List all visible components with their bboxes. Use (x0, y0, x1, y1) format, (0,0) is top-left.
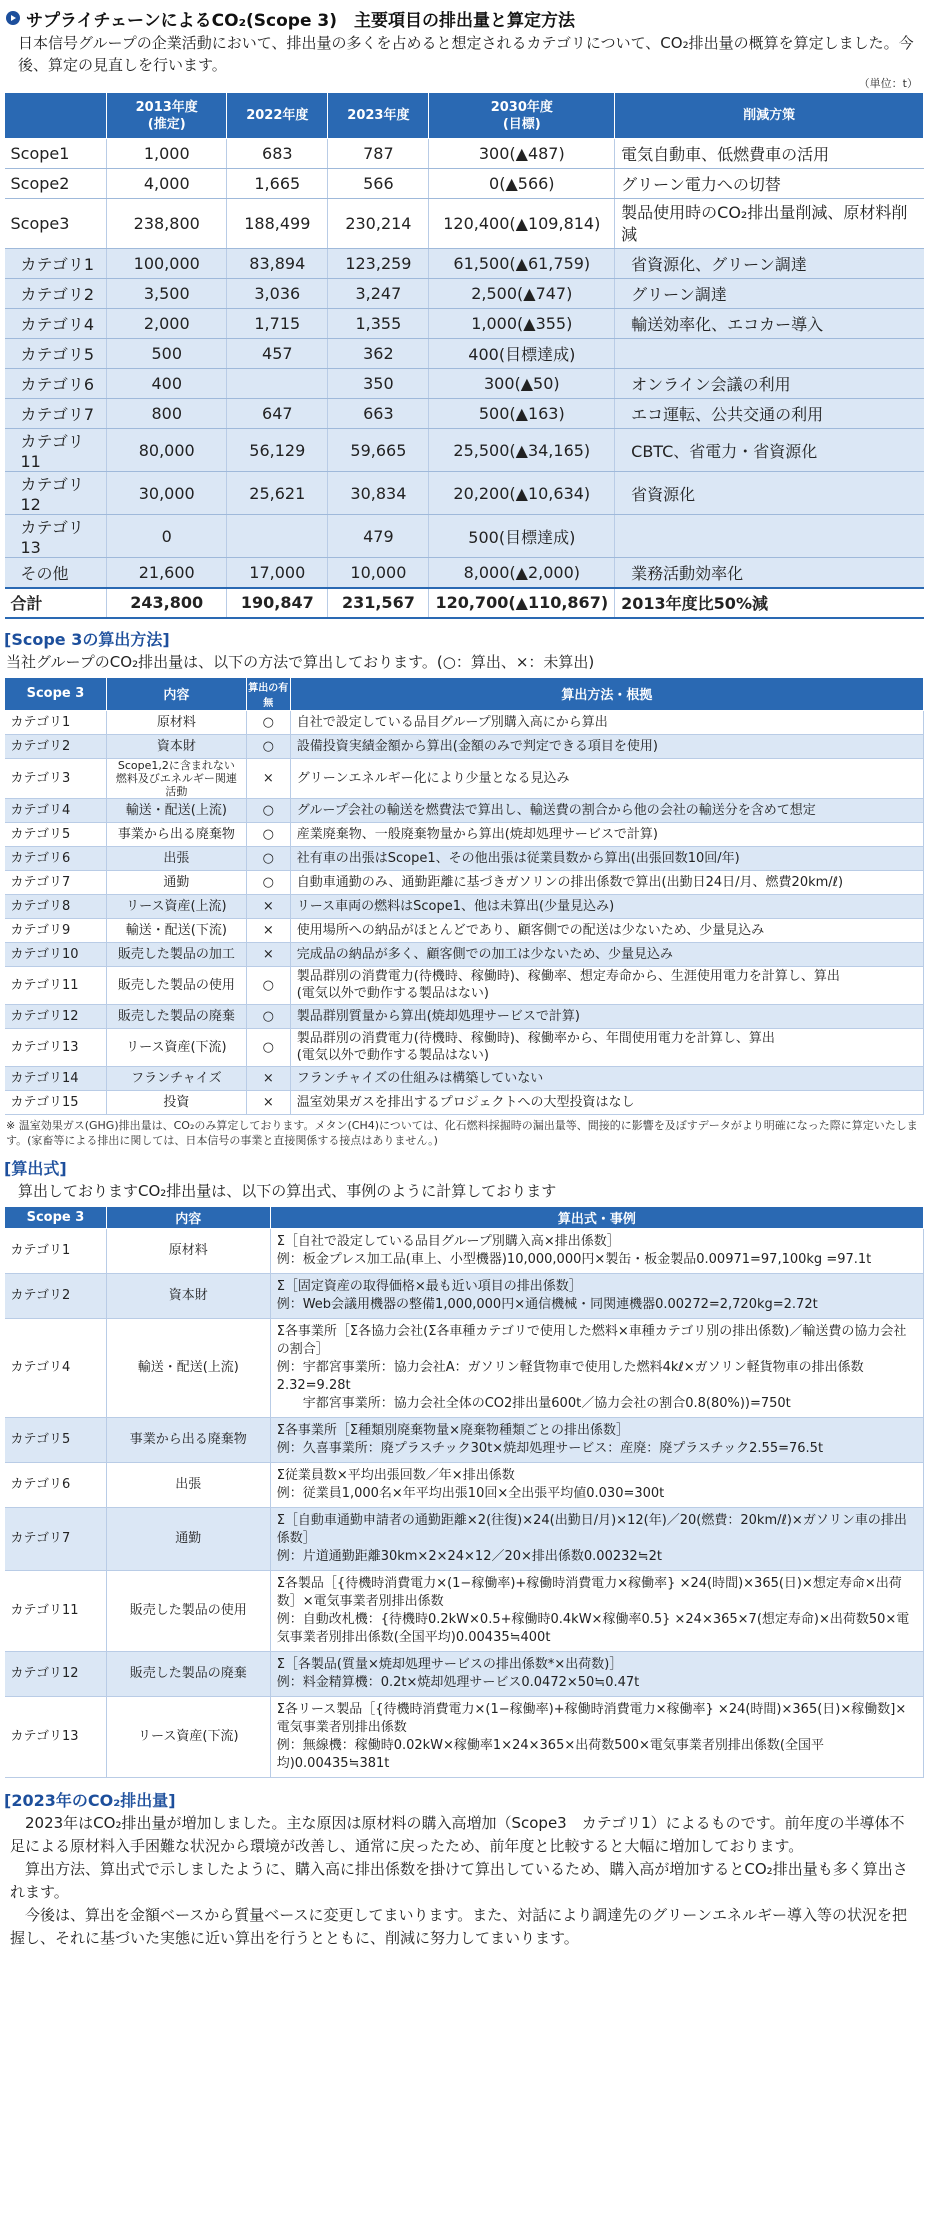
method-row (5, 918, 924, 942)
method-category: カテゴリ7 (5, 870, 107, 894)
emissions-header-cell: 2023年度 (328, 93, 429, 139)
value-2013: 4,000 (107, 169, 227, 199)
method-description: 製品群別質量から算出(焼却処理サービスで計算) (290, 1004, 923, 1028)
emissions-row-label: Scope3 (5, 199, 107, 249)
emissions-row (5, 249, 924, 279)
formula-content: リース資産(下流) (106, 1696, 270, 1777)
method-table-body (5, 710, 924, 1114)
value-2022: 188,499 (227, 199, 328, 249)
formula-content: 出張 (106, 1462, 270, 1507)
method-category: カテゴリ12 (5, 1004, 107, 1028)
value-2022 (227, 369, 328, 399)
value-2023: 231,567 (328, 588, 429, 618)
value-2023: 59,665 (328, 429, 429, 472)
formula-line: 例：Web会議用機器の整備1,000,000円×通信機械・同関連機器0.00272=2,720kg=2.72t (276, 1296, 818, 1312)
method-row (5, 758, 924, 798)
formula-line: Σ従業員数×平均出張回数／年×排出係数 (276, 1467, 515, 1483)
method-category: カテゴリ11 (5, 966, 107, 1004)
emissions-row (5, 558, 924, 588)
formula-line: Σ各リース製品［{待機時消費電力×(1−稼働率)+稼働時消費電力×稼働率} ×24(時間)×365(日)×稼働数]×電気事業者別排出係数 (276, 1701, 907, 1735)
formula-text (270, 1273, 923, 1318)
value-2030-target: 8,000(▲2,000) (429, 558, 615, 588)
value-2023: 479 (328, 515, 429, 558)
emissions-row (5, 399, 924, 429)
method-calc-flag: ○ (246, 870, 290, 894)
method-category: カテゴリ1 (5, 710, 107, 734)
value-2013: 1,000 (107, 139, 227, 169)
method-content: 出張 (106, 846, 246, 870)
method-content: リース資産(上流) (106, 894, 246, 918)
method-content: 販売した製品の使用 (106, 966, 246, 1004)
emissions-table-header (5, 93, 924, 139)
method-heading: [Scope 3の算出方法] (4, 629, 170, 649)
method-row (5, 942, 924, 966)
method-content: 原材料 (106, 710, 246, 734)
formula-category: カテゴリ1 (5, 1228, 107, 1273)
formula-row (5, 1318, 924, 1417)
method-category: カテゴリ9 (5, 918, 107, 942)
formula-category: カテゴリ4 (5, 1318, 107, 1417)
method-content: 投資 (106, 1090, 246, 1114)
method-calc-flag: ○ (246, 798, 290, 822)
formula-row (5, 1651, 924, 1696)
formula-header-cell: 算出式・事例 (270, 1206, 923, 1228)
formula-content: 通勤 (106, 1507, 270, 1570)
method-description: リース車両の燃料はScope1、他は未算出(少量見込み) (290, 894, 923, 918)
method-calc-flag: ○ (246, 1028, 290, 1066)
reduction-measure: エコ運転、公共交通の利用 (615, 399, 924, 429)
value-2022: 83,894 (227, 249, 328, 279)
formula-text (270, 1228, 923, 1273)
value-2013: 500 (107, 339, 227, 369)
value-2023: 362 (328, 339, 429, 369)
formula-text (270, 1462, 923, 1507)
formula-table-body (5, 1228, 924, 1777)
value-2030-target: 0(▲566) (429, 169, 615, 199)
method-row (5, 846, 924, 870)
formula-table-header (5, 1206, 924, 1228)
method-category: カテゴリ14 (5, 1066, 107, 1090)
formula-category: カテゴリ7 (5, 1507, 107, 1570)
method-content: 事業から出る廃棄物 (106, 822, 246, 846)
method-description: 製品群別の消費電力(待機時、稼働時)、稼働率、想定寿命から、生涯使用電力を計算し、算出 (電気以外で動作する製品はない) (290, 966, 923, 1004)
value-2013: 0 (107, 515, 227, 558)
formula-line: Σ各事業所［Σ各協力会社(Σ各車種カテゴリで使用した燃料×車種カテゴリ別の排出係数)／輸送費の協力会社の割合］ (276, 1323, 907, 1357)
reduction-measure: 製品使用時のCO₂排出量削減、原材料削減 (615, 199, 924, 249)
reduction-measure: オンライン会議の利用 (615, 369, 924, 399)
value-2030-target: 120,400(▲109,814) (429, 199, 615, 249)
formula-line: 例：久喜事業所：廃プラスチック30t×焼却処理サービス：産廃：廃プラスチック2.55=76.5t (276, 1440, 824, 1456)
method-row (5, 1004, 924, 1028)
value-2022: 1,715 (227, 309, 328, 339)
method-calc-flag: × (246, 894, 290, 918)
method-calc-flag: × (246, 758, 290, 798)
formula-row (5, 1570, 924, 1651)
formula-text (270, 1570, 923, 1651)
method-category: カテゴリ5 (5, 822, 107, 846)
formula-line: 例：片道通勤距離30km×2×24×12／20×排出係数0.00232≒2t (276, 1548, 662, 1564)
method-row (5, 966, 924, 1004)
emissions-row-label: Scope1 (5, 139, 107, 169)
emissions-row (5, 472, 924, 515)
value-2030-target: 25,500(▲34,165) (429, 429, 615, 472)
value-2023: 787 (328, 139, 429, 169)
emissions-header-cell: 2013年度 (推定) (107, 93, 227, 139)
emissions-row-label: カテゴリ7 (5, 399, 107, 429)
method-category: カテゴリ8 (5, 894, 107, 918)
formula-line: 例：宇都宮事業所：協力会社A：ガソリン軽貨物車で使用した燃料4kℓ×ガソリン軽貨物車の排出係数2.32=9.28t (276, 1359, 864, 1393)
formula-text (270, 1507, 923, 1570)
value-2023: 123,259 (328, 249, 429, 279)
method-calc-flag: × (246, 1066, 290, 1090)
emissions-row (5, 369, 924, 399)
formula-row (5, 1417, 924, 1462)
emissions-header-cell: 2030年度 (目標) (429, 93, 615, 139)
formula-category: カテゴリ6 (5, 1462, 107, 1507)
method-category: カテゴリ15 (5, 1090, 107, 1114)
summary-body (4, 1812, 924, 1950)
method-calc-flag: ○ (246, 710, 290, 734)
value-2022: 17,000 (227, 558, 328, 588)
value-2023: 30,834 (328, 472, 429, 515)
value-2022: 3,036 (227, 279, 328, 309)
emissions-row-label: カテゴリ2 (5, 279, 107, 309)
method-description: グリーンエネルギー化により少量となる見込み (290, 758, 923, 798)
emissions-header-cell (5, 93, 107, 139)
reduction-measure: 業務活動効率化 (615, 558, 924, 588)
method-calc-flag: ○ (246, 966, 290, 1004)
value-2023: 663 (328, 399, 429, 429)
formula-line: Σ［各製品(質量×焼却処理サービスの排出係数*×出荷数)］ (276, 1656, 623, 1672)
value-2030-target: 1,000(▲355) (429, 309, 615, 339)
method-category: カテゴリ6 (5, 846, 107, 870)
emissions-row (5, 169, 924, 199)
method-row (5, 1090, 924, 1114)
method-subtitle: 当社グループのCO₂排出量は、以下の方法で算出しております。(○：算出、×：未算出) (6, 652, 595, 671)
value-2030-target: 500(目標達成) (429, 515, 615, 558)
value-2022: 190,847 (227, 588, 328, 618)
emissions-row (5, 279, 924, 309)
formula-row (5, 1696, 924, 1777)
formula-line: 例：従業員1,000名×年平均出張10回×全出張平均値0.030=300t (276, 1485, 665, 1501)
value-2022: 56,129 (227, 429, 328, 472)
summary-paragraph: 今後は、算出を金額ベースから質量ベースに変更してまいります。また、対話により調達先のグリーンエネルギー導入等の状況を把握し、それに基づいた実態に近い算出を行うとともに、削減に努力してまいります。 (10, 1905, 908, 1947)
value-2023: 566 (328, 169, 429, 199)
formula-header-cell: Scope 3 (5, 1206, 107, 1228)
emissions-row (5, 139, 924, 169)
method-table-header (5, 677, 924, 710)
formula-row (5, 1462, 924, 1507)
method-description: 製品群別の消費電力(待機時、稼働時)、稼働率から、年間使用電力を計算し、算出 (電気以外で動作する製品はない) (290, 1028, 923, 1066)
value-2013: 800 (107, 399, 227, 429)
formula-line: Σ［固定資産の取得価格×最も近い項目の排出係数］ (276, 1278, 582, 1294)
formula-category: カテゴリ13 (5, 1696, 107, 1777)
page-title-text: サプライチェーンによるCO₂(Scope 3) 主要項目の排出量と算定方法 (26, 10, 575, 31)
method-row (5, 822, 924, 846)
unit-label: （単位：t） (858, 77, 918, 90)
method-calc-flag: × (246, 918, 290, 942)
summary-paragraph: 算出方法、算出式で示しましたように、購入高に排出係数を掛けて算出しているため、購入高が増加するとCO₂排出量も多く算出されます。 (10, 1859, 908, 1901)
formula-line: 例：無線機：稼働時0.02kW×稼働率1×24×365×出荷数500×電気事業者別排出係数(全国平均)0.00435≒381t (276, 1737, 825, 1771)
value-2030-target: 61,500(▲61,759) (429, 249, 615, 279)
emissions-row-label: カテゴリ11 (5, 429, 107, 472)
value-2023: 1,355 (328, 309, 429, 339)
formula-line: 例：料金精算機：0.2t×焼却処理サービス0.0472×50≒0.47t (276, 1674, 640, 1690)
value-2013: 243,800 (107, 588, 227, 618)
formula-content: 原材料 (106, 1228, 270, 1273)
value-2013: 80,000 (107, 429, 227, 472)
reduction-measure: 省資源化、グリーン調達 (615, 249, 924, 279)
formula-content: 資本財 (106, 1273, 270, 1318)
formula-line: Σ［自社で設定している品目グループ別購入高×排出係数］ (276, 1233, 620, 1249)
formula-subtitle: 算出しておりますCO₂排出量は、以下の算出式、事例のように計算しております (18, 1181, 557, 1200)
value-2030-target: 500(▲163) (429, 399, 615, 429)
method-row (5, 870, 924, 894)
reduction-measure: 省資源化 (615, 472, 924, 515)
formula-content: 輸送・配送(上流) (106, 1318, 270, 1417)
method-calc-flag: ○ (246, 846, 290, 870)
formula-header-cell: 内容 (106, 1206, 270, 1228)
value-2023: 350 (328, 369, 429, 399)
method-category: カテゴリ3 (5, 758, 107, 798)
emissions-header-cell: 削減方策 (615, 93, 924, 139)
emissions-row-label: Scope2 (5, 169, 107, 199)
value-2030-target: 300(▲487) (429, 139, 615, 169)
method-calc-flag: × (246, 942, 290, 966)
emissions-row-label: カテゴリ4 (5, 309, 107, 339)
method-row (5, 734, 924, 758)
formula-text (270, 1651, 923, 1696)
emissions-row-label: 合計 (5, 588, 107, 618)
formula-category: カテゴリ11 (5, 1570, 107, 1651)
summary-heading: [2023年のCO₂排出量] (4, 1790, 176, 1810)
value-2013: 238,800 (107, 199, 227, 249)
reduction-measure: グリーン電力への切替 (615, 169, 924, 199)
value-2022: 1,665 (227, 169, 328, 199)
emissions-row-label: その他 (5, 558, 107, 588)
method-row (5, 1028, 924, 1066)
emissions-row-label: カテゴリ5 (5, 339, 107, 369)
value-2023: 230,214 (328, 199, 429, 249)
method-header-cell: 算出方法・根拠 (290, 677, 923, 710)
method-row (5, 894, 924, 918)
formula-table (4, 1206, 924, 1778)
page-title (4, 6, 924, 30)
emissions-row-label: カテゴリ12 (5, 472, 107, 515)
formula-line: 宇都宮事業所：協力会社全体のCO2排出量600t／協力会社の割合0.8(80%))=750t (276, 1395, 791, 1411)
method-header-cell: 内容 (106, 677, 246, 710)
reduction-measure (615, 515, 924, 558)
formula-content: 販売した製品の使用 (106, 1570, 270, 1651)
value-2013: 3,500 (107, 279, 227, 309)
ghg-note: ※ 温室効果ガス(GHG)排出量は、CO₂のみ算定しております。メタン(CH4)については、化石燃料採掘時の漏出量等、間接的に影響を及ぼすデータがより明確になった際に算定いたします。(家畜等による排出に関しては、日本信号の事業と直接関係する接点はありません。) (6, 1118, 918, 1147)
method-description: 自動車通勤のみ、通勤距離に基づきガソリンの排出係数で算出(出勤日24日/月、燃費20km/ℓ) (290, 870, 923, 894)
value-2022: 25,621 (227, 472, 328, 515)
method-content: 輸送・配送(上流) (106, 798, 246, 822)
reduction-measure: 2013年度比50%減 (615, 588, 924, 618)
emissions-row (5, 588, 924, 618)
reduction-measure: CBTC、省電力・省資源化 (615, 429, 924, 472)
method-category: カテゴリ13 (5, 1028, 107, 1066)
method-header-cell: 算出の有無 (246, 677, 290, 710)
formula-row (5, 1507, 924, 1570)
emissions-header-cell: 2022年度 (227, 93, 328, 139)
emissions-table (4, 92, 924, 619)
method-header-cell: Scope 3 (5, 677, 107, 710)
method-content: 輸送・配送(下流) (106, 918, 246, 942)
value-2030-target: 20,200(▲10,634) (429, 472, 615, 515)
method-calc-flag: ○ (246, 1004, 290, 1028)
emissions-row (5, 199, 924, 249)
formula-line: Σ各製品［{待機時消費電力×(1−稼働率)+稼働時消費電力×稼働率} ×24(時間)×365(日)×想定寿命×出荷数］×電気事業者別排出係数 (276, 1575, 902, 1609)
emissions-row-label: カテゴリ6 (5, 369, 107, 399)
formula-line: 例：板金プレス加工品(車上、小型機器)10,000,000円×製缶・板金製品0.00971=97,100kg =97.1t (276, 1251, 872, 1267)
emissions-row (5, 515, 924, 558)
method-content: 通勤 (106, 870, 246, 894)
method-description: 産業廃棄物、一般廃棄物量から算出(焼却処理サービスで計算) (290, 822, 923, 846)
formula-row (5, 1228, 924, 1273)
reduction-measure: 電気自動車、低燃費車の活用 (615, 139, 924, 169)
method-description: 社有車の出張はScope1、その他出張は従業員数から算出(出張回数10回/年) (290, 846, 923, 870)
method-row (5, 798, 924, 822)
value-2030-target: 400(目標達成) (429, 339, 615, 369)
method-content: 資本財 (106, 734, 246, 758)
value-2030-target: 2,500(▲747) (429, 279, 615, 309)
formula-text (270, 1696, 923, 1777)
method-content: 販売した製品の廃棄 (106, 1004, 246, 1028)
method-description: グループ会社の輸送を燃費法で算出し、輸送費の割合から他の会社の輸送分を含めて想定 (290, 798, 923, 822)
intro-text: 日本信号グループの企業活動において、排出量の多くを占めると想定されるカテゴリについて、CO₂排出量の概算を算定しました。今後、算定の見直しを行います。 (18, 34, 914, 74)
formula-content: 事業から出る廃棄物 (106, 1417, 270, 1462)
method-row (5, 710, 924, 734)
value-2013: 400 (107, 369, 227, 399)
value-2013: 21,600 (107, 558, 227, 588)
method-description: 温室効果ガスを排出するプロジェクトへの大型投資はなし (290, 1090, 923, 1114)
emissions-row-label: カテゴリ1 (5, 249, 107, 279)
method-description: 自社で設定している品目グループ別購入高にから算出 (290, 710, 923, 734)
reduction-measure (615, 339, 924, 369)
emissions-row (5, 429, 924, 472)
value-2030-target: 120,700(▲110,867) (429, 588, 615, 618)
reduction-measure: 輸送効率化、エコカー導入 (615, 309, 924, 339)
emissions-row (5, 339, 924, 369)
formula-line: Σ［自動車通勤申請者の通勤距離×2(往復)×24(出勤日/月)×12(年)／20(燃費：20km/ℓ)×ガソリン車の排出係数］ (276, 1512, 907, 1546)
value-2022: 683 (227, 139, 328, 169)
formula-category: カテゴリ2 (5, 1273, 107, 1318)
value-2022 (227, 515, 328, 558)
method-table (4, 677, 924, 1115)
formula-content: 販売した製品の廃棄 (106, 1651, 270, 1696)
method-content: Scope1,2に含まれない燃料及びエネルギー関連活動 (106, 758, 246, 798)
value-2013: 30,000 (107, 472, 227, 515)
arrow-bullet-icon (6, 11, 20, 25)
method-row (5, 1066, 924, 1090)
summary-paragraph: 2023年はCO₂排出量が増加しました。主な原因は原材料の購入高増加（Scope3 カテゴリ1）によるものです。前年度の半導体不足による原材料入手困難な状況から環境が改善し、通常に戻ったため、前年度と比較すると大幅に増加しております。 (10, 1813, 905, 1855)
formula-category: カテゴリ5 (5, 1417, 107, 1462)
formula-text (270, 1417, 923, 1462)
reduction-measure: グリーン調達 (615, 279, 924, 309)
method-description: フランチャイズの仕組みは構築していない (290, 1066, 923, 1090)
emissions-table-body (5, 139, 924, 618)
value-2013: 100,000 (107, 249, 227, 279)
formula-category: カテゴリ12 (5, 1651, 107, 1696)
method-category: カテゴリ2 (5, 734, 107, 758)
value-2030-target: 300(▲50) (429, 369, 615, 399)
value-2023: 10,000 (328, 558, 429, 588)
value-2022: 647 (227, 399, 328, 429)
method-description: 完成品の納品が多く、顧客側での加工は少ないため、少量見込み (290, 942, 923, 966)
method-category: カテゴリ10 (5, 942, 107, 966)
emissions-row (5, 309, 924, 339)
method-description: 使用場所への納品がほとんどであり、顧客側での配送は少ないため、少量見込み (290, 918, 923, 942)
formula-heading: [算出式] (4, 1158, 67, 1178)
formula-line: Σ各事業所［Σ種類別廃棄物量×廃棄物種類ごとの排出係数］ (276, 1422, 630, 1438)
method-category: カテゴリ4 (5, 798, 107, 822)
emissions-row-label: カテゴリ13 (5, 515, 107, 558)
method-description: 設備投資実績金額から算出(金額のみで判定できる項目を使用) (290, 734, 923, 758)
method-content: フランチャイズ (106, 1066, 246, 1090)
formula-row (5, 1273, 924, 1318)
method-content: リース資産(下流) (106, 1028, 246, 1066)
value-2022: 457 (227, 339, 328, 369)
formula-text (270, 1318, 923, 1417)
value-2013: 2,000 (107, 309, 227, 339)
value-2023: 3,247 (328, 279, 429, 309)
method-calc-flag: ○ (246, 822, 290, 846)
formula-line: 例：自動改札機：{待機時0.2kW×0.5+稼働時0.4kW×稼働率0.5} ×24×365×7(想定寿命)×出荷数50×電気事業者別排出係数(全国平均)0.00435≒400t (276, 1611, 910, 1645)
method-calc-flag: × (246, 1090, 290, 1114)
method-calc-flag: ○ (246, 734, 290, 758)
method-content: 販売した製品の加工 (106, 942, 246, 966)
